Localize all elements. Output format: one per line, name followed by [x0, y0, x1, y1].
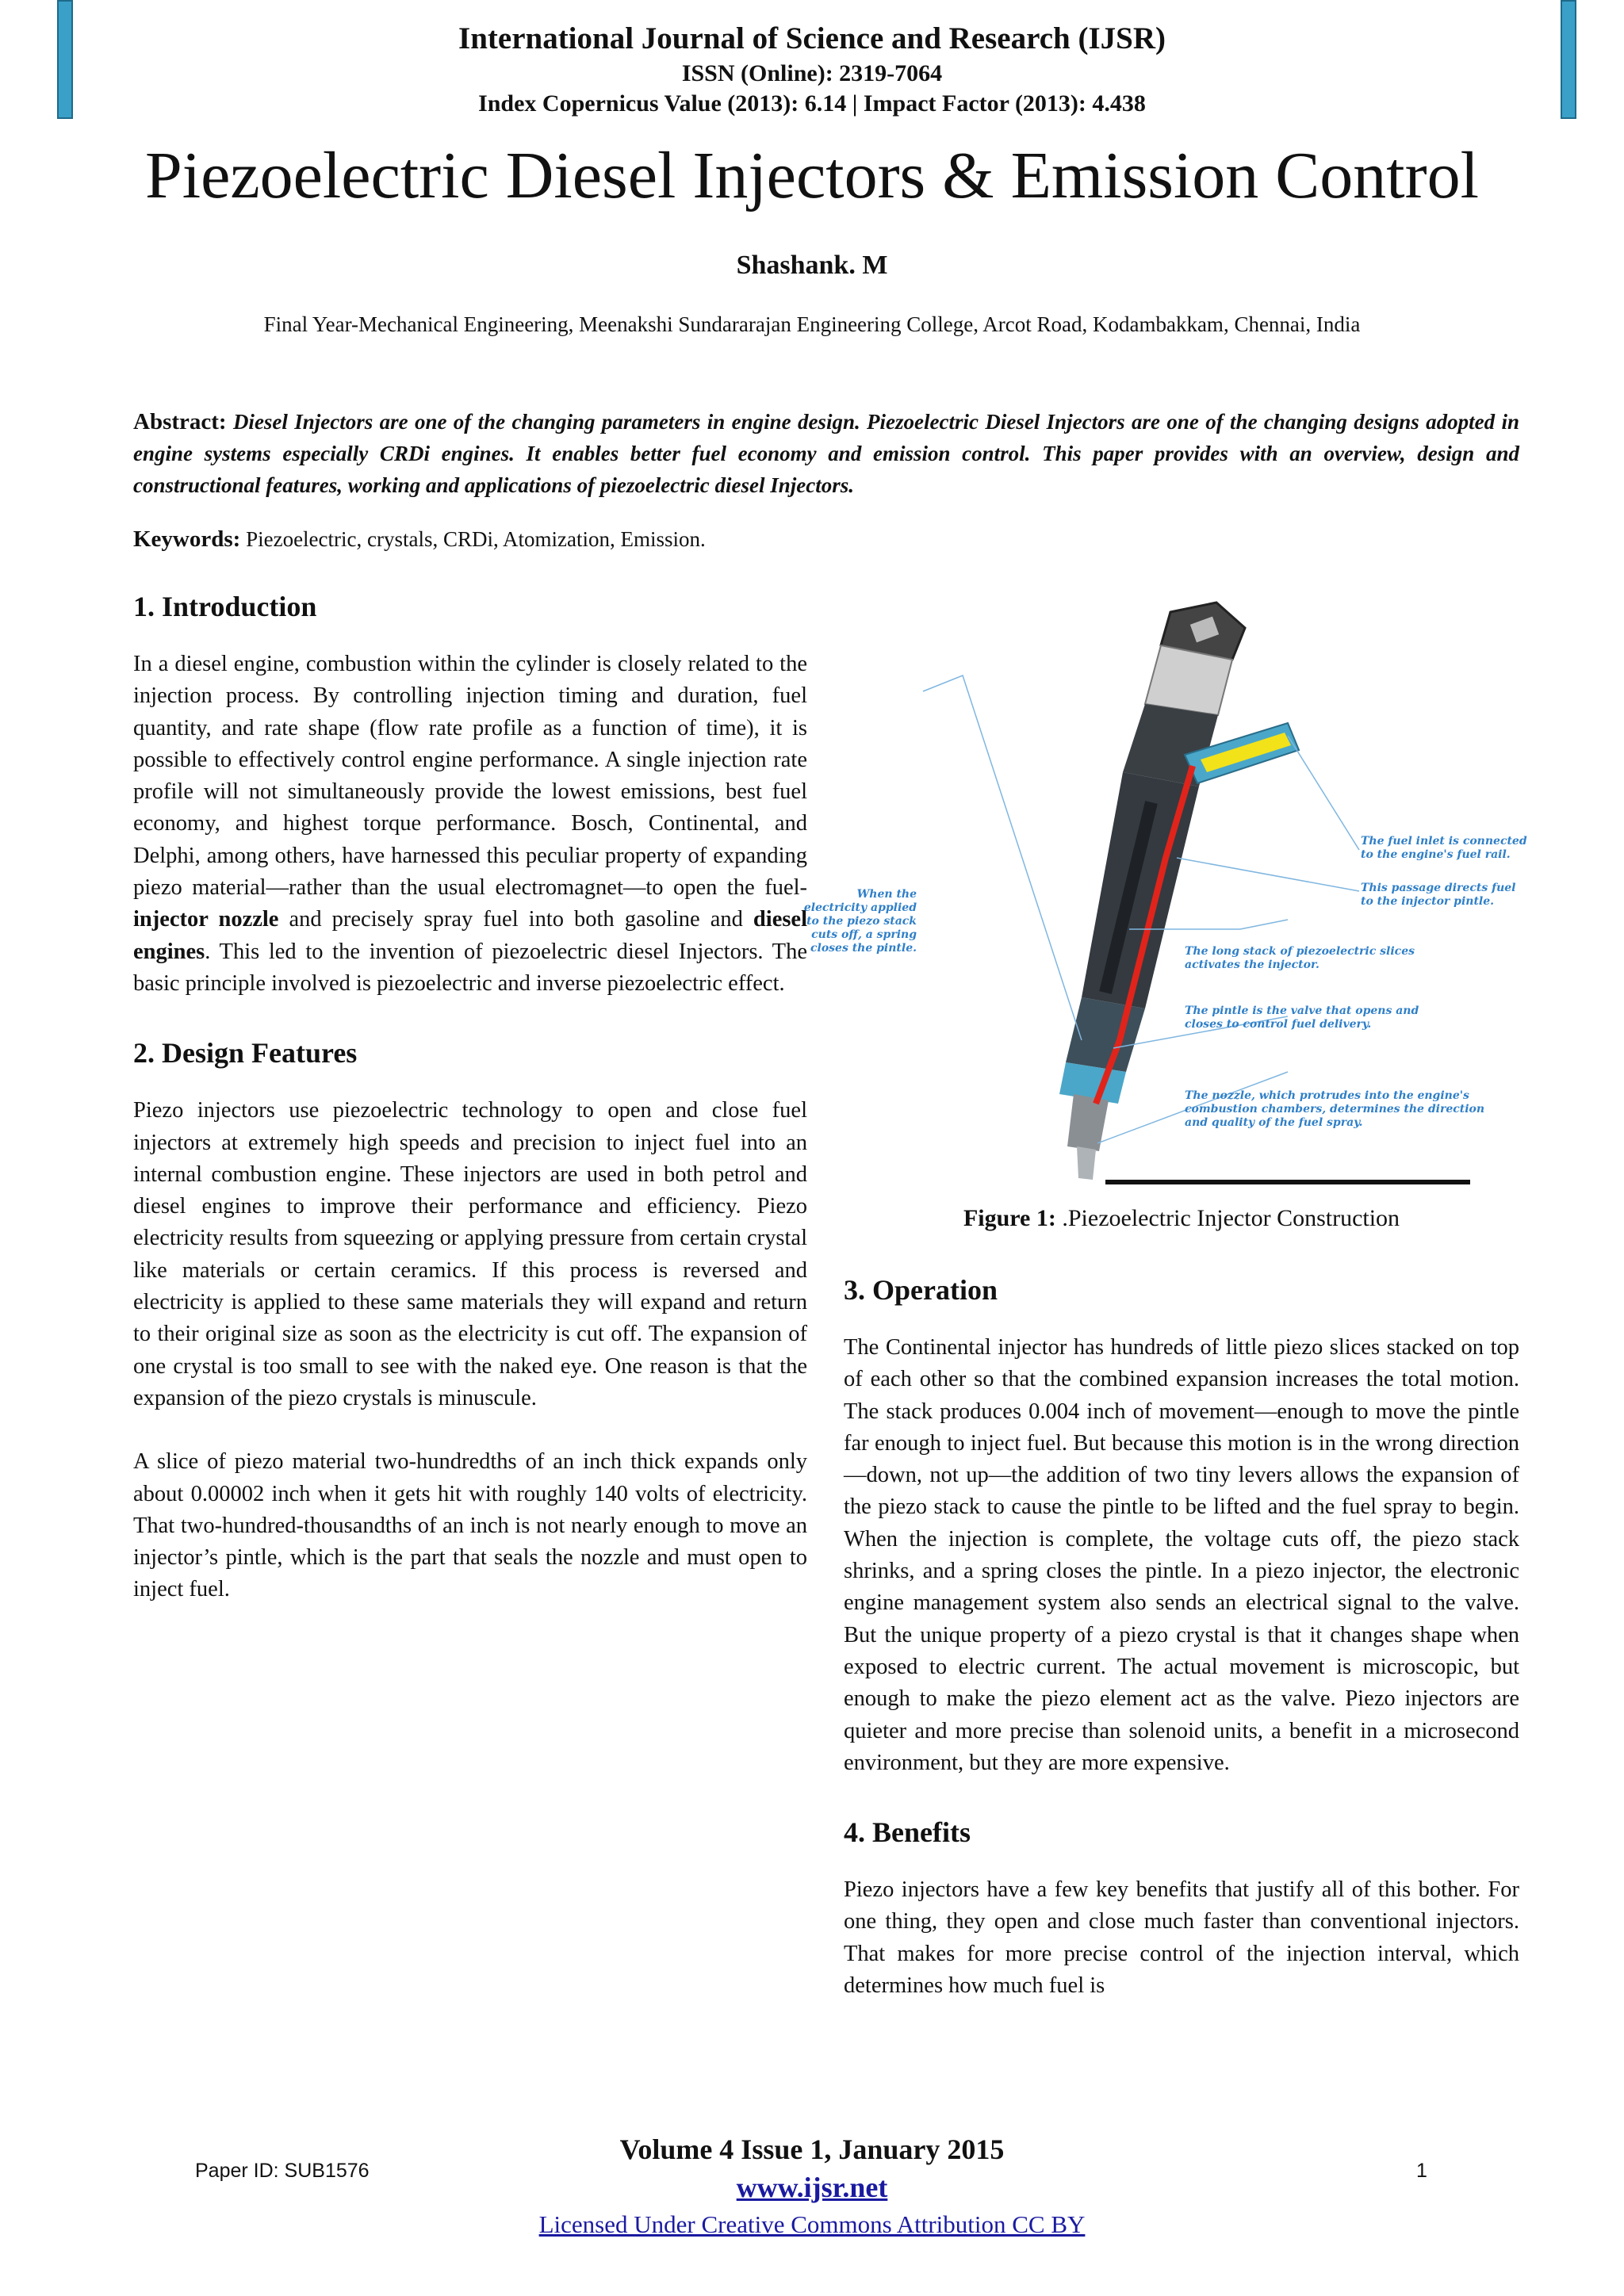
section-heading-benefits: 4. Benefits	[844, 1816, 971, 1849]
keywords-text: Piezoelectric, crystals, CRDi, Atomization, Emission.	[246, 527, 706, 551]
intro-text-c: . This led to the invention of piezoelectric diesel Injectors. The basic principle involved is piezoelectric and inverse piezoelectric effect.	[133, 939, 807, 996]
annotation-passage-line2: to the injector pintle.	[1361, 895, 1495, 908]
section-heading-design-features: 2. Design Features	[133, 1037, 358, 1070]
left-column	[133, 585, 807, 1606]
annotation-passage-line1: This passage directs fuel	[1361, 882, 1516, 894]
annotation-spring-line4: cuts off, a spring	[811, 928, 917, 941]
annotation-spring-line2: electricity applied	[803, 901, 917, 914]
figure-caption-label: Figure 1:	[963, 1205, 1056, 1231]
annotation-spring-line3: to the piezo stack	[806, 915, 917, 928]
injector-body	[1059, 772, 1199, 1180]
journal-index: Index Copernicus Value (2013): 6.14 | Impact Factor (2013): 4.438	[478, 90, 1146, 117]
paper-title: Piezoelectric Diesel Injectors & Emission Control	[145, 139, 1479, 212]
section-heading-operation: 3. Operation	[844, 1274, 998, 1306]
annotation-pintle-line1: The pintle is the valve that opens and	[1185, 1004, 1419, 1017]
footer-license-link[interactable]: Licensed Under Creative Commons Attribution CC BY	[538, 2210, 1086, 2238]
annotation-nozzle-line2: combustion chambers, determines the direction	[1185, 1103, 1485, 1115]
annotation-spring-line5: closes the pintle.	[810, 942, 917, 955]
design-paragraph-1: Piezo injectors use piezoelectric technology to open and close fuel injectors at extremely high speeds and precision to inject fuel into an internal combustion engine. These injectors are used in both petrol and diesel engines to improve their performance and efficiency. Piezo electricity results from squeezing or applying pressure from certain crystal like materials or certain ceramics. If this process is reversed and electricity is applied to these same materials they will expand and return to their original size as soon as the electricity is cut off. The expansion of one crystal is too small to see with the naked eye. One reason is that the expansion of the piezo crystals is minuscule.	[133, 1098, 807, 1410]
figure-base-line	[1105, 1180, 1470, 1184]
journal-title: International Journal of Science and Research (IJSR)	[458, 21, 1166, 55]
journal-header	[0, 19, 1624, 119]
abstract-text: Diesel Injectors are one of the changing parameters in engine design. Piezoelectric Diesel Injectors are one of the changing designs adopted in engine systems especially CRDi engines. It enables better fuel economy and emission control. This paper provides with an overview, design and constructional features, working and applications of piezoelectric diesel Injectors.	[133, 410, 1520, 497]
annotation-spring-line1: When the	[856, 888, 917, 901]
intro-text-a: In a diesel engine, combustion within the cylinder is closely related to the injection process. By controlling injection timing and duration, fuel quantity, and rate shape (flow rate profile as a function of time), it is possible to effectively control engine performance. A single injection rate profile will not simultaneously provide the lowest emissions, best fuel economy, and highest torque performance. Bosch, Continental, and Delphi, among others, have harnessed this peculiar property of expanding piezo material—rather than the usual electromagnet—to open the fuel-	[133, 652, 807, 901]
footer-paper-id: Paper ID: SUB1576	[195, 2160, 370, 2182]
journal-issn: ISSN (Online): 2319-7064	[681, 60, 943, 86]
abstract-label: Abstract:	[133, 409, 227, 434]
operation-paragraph: The Continental injector has hundreds of little piezo slices stacked on top of each other so that the combined expansion increases the total motion. The stack produces 0.004 inch of movement—enough to move the pintle far enough to inject fuel. But because this motion is in the wrong direction—down, not up—the addition of two tiny levers allows the expansion of the piezo stack to cause the pintle to be lifted and the fuel spray to begin. When the injection is complete, the voltage cuts off, the piezo stack shrinks, and a spring closes the pintle. In a piezo injector, the electronic engine management system also sends an electrical signal to the valve. But the unique property of a piezo crystal is that it changes shape when exposed to electric current. The actual movement is microscopic, but enough to make the piezo element act as the valve. Piezo injectors are quieter and more precise than solenoid units, a benefit in a microsecond environment, but they are more expensive.	[844, 1335, 1519, 1775]
annotation-nozzle-line1: The nozzle, which protrudes into the engine's	[1185, 1089, 1469, 1102]
author-name: Shashank. M	[736, 251, 888, 280]
footer-url-link[interactable]: www.ijsr.net	[736, 2172, 888, 2203]
keywords	[133, 523, 1519, 555]
section-heading-introduction: 1. Introduction	[133, 591, 317, 622]
annotation-stack-line1: The long stack of piezoelectric slices	[1185, 945, 1415, 958]
intro-bold-injector-nozzle: injector nozzle	[133, 907, 279, 932]
annotation-fuel-inlet-line1: The fuel inlet is connected	[1361, 835, 1527, 848]
footer-page-number: 1	[1416, 2160, 1427, 2182]
design-paragraph-2: A slice of piezo material two-hundredths of an inch thick expands only about 0.00002 inch when it gets hit with roughly 140 volts of electricity. That two-hundred-thousandths of an inch is not nearly enough to move an injector’s pintle, which is the part that seals the nozzle and must open to inject fuel.	[133, 1449, 807, 1602]
author-affiliation: Final Year-Mechanical Engineering, Meenakshi Sundararajan Engineering College, Arcot Road, Kodambakkam, Chennai, India	[263, 312, 1361, 336]
abstract	[133, 406, 1519, 501]
figure-caption-text: .Piezoelectric Injector Construction	[1055, 1205, 1400, 1231]
footer-volume: Volume 4 Issue 1, January 2015	[619, 2133, 1005, 2165]
annotation-fuel-inlet-line2: to the engine's fuel rail.	[1361, 848, 1511, 861]
figure-caption	[844, 1205, 1519, 1232]
introduction-paragraph	[133, 649, 807, 1000]
injector-figure	[803, 596, 1542, 1199]
right-column	[844, 1269, 1519, 2002]
annotation-stack-line2: activates the injector.	[1185, 959, 1320, 971]
intro-bold-diesel-engines: diesel engines	[133, 907, 807, 964]
annotation-pintle-line2: closes to control fuel delivery.	[1185, 1018, 1372, 1031]
keywords-label: Keywords:	[133, 526, 241, 552]
benefits-paragraph: Piezo injectors have a few key benefits that justify all of this bother. For one thing, they open and close much faster than conventional injectors. That makes for more precise control of the injection interval, which determines how much fuel is	[844, 1877, 1519, 1999]
intro-text-b: and precisely spray fuel into both gasoline and	[278, 907, 753, 932]
annotation-nozzle-line3: and quality of the fuel spray.	[1185, 1116, 1363, 1129]
